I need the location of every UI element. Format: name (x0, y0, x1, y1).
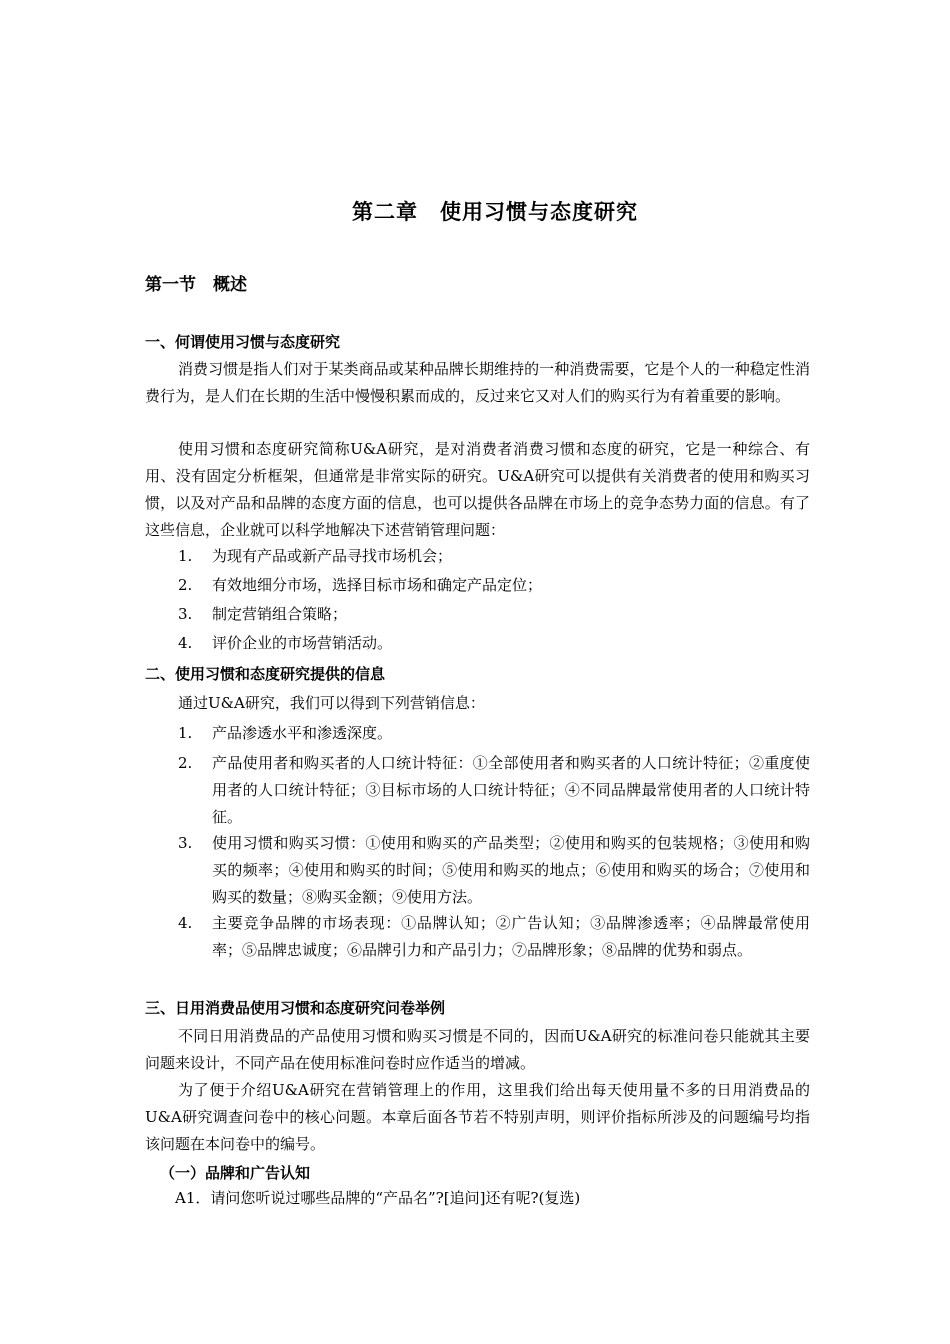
heading-ua-information: 二、使用习惯和态度研究提供的信息 (145, 665, 386, 683)
list-item (178, 543, 810, 570)
list-item (178, 910, 810, 964)
list-item-text: 评价企业的市场营销活动。 (212, 634, 393, 652)
list-item-text: 制定营销组合策略； (212, 605, 348, 623)
list-item (178, 830, 810, 911)
section-title: 第一节 概述 (145, 275, 247, 295)
list-item (178, 630, 810, 657)
list-item-number: 1. (178, 724, 193, 742)
list-item-text: 产品渗透水平和渗透深度。 (212, 724, 393, 742)
list-item (178, 750, 810, 831)
list-item-text: 为现有产品或新产品寻找市场机会； (212, 547, 453, 565)
list-item-text: 产品使用者和购买者的人口统计特征：①全部使用者和购买者的人口统计特征；②重度使用者的人口统计特征；③目标市场的人口统计特征；④不同品牌最常使用者的人口统计特征。 (212, 754, 810, 826)
list-item-number: 3. (178, 834, 193, 852)
list-item-number: 2. (178, 754, 193, 772)
paragraph-ua-intro: 通过U&A研究，我们可以得到下列营销信息： (178, 694, 485, 712)
chapter-title: 第二章 使用习惯与态度研究 (352, 200, 638, 224)
list-item-text: 使用习惯和购买习惯：①使用和购买的产品类型；②使用和购买的包装规格；③使用和购买的频率；④使用和购买的时间；⑤使用和购买的地点；⑥使用和购买的场合；⑦使用和购买的数量；⑧购买金额；⑨使用方法。 (212, 834, 810, 906)
heading-questionnaire-example: 三、日用消费品使用习惯和态度研究问卷举例 (145, 999, 446, 1017)
list-item-text: 主要竞争品牌的市场表现：①品牌认知；②广告认知；③品牌渗透率；④品牌最常使用率；⑤品牌忠诚度；⑥品牌引力和产品引力；⑦品牌形象；⑧品牌的优势和弱点。 (212, 914, 810, 959)
list-item-text: 有效地细分市场，选择目标市场和确定产品定位； (212, 576, 543, 594)
paragraph-core-questions: 为了便于介绍U&A研究在营销管理上的作用，这里我们给出每天使用量不多的日用消费品的U&A研究调查问卷中的核心问题。本章后面各节若不特别声明，则评价指标所涉及的问题编号均指该问题在本问卷中的编号。 (145, 1081, 810, 1153)
paragraph-consumption-habit: 消费习惯是指人们对于某类商品或某种品牌长期维持的一种消费需要，它是个人的一种稳定性消费行为，是人们在长期的生活中慢慢积累而成的，反过来它又对人们的购买行为有着重要的影响。 (145, 360, 810, 405)
list-item (178, 720, 810, 747)
question-a1: A1．请问您听说过哪些品牌的“产品名”?[追问]还有呢?(复选) (175, 1189, 581, 1207)
list-item-number: 1. (178, 547, 193, 565)
paragraph-ua-definition: 使用习惯和态度研究简称U&A研究，是对消费者消费习惯和态度的研究，它是一种综合、有用、没有固定分析框架，但通常是非常实际的研究。U&A研究可以提供有关消费者的使用和购买习惯，以及对产品和品牌的态度方面的信息，也可以提供各品牌在市场上的竞争态势力面的信息。有了这些信息，企业就可以科学地解决下述营销管理问题： (145, 440, 810, 539)
subheading-brand-ad-awareness: （一）品牌和广告认知 (160, 1164, 311, 1182)
list-item (178, 572, 810, 599)
paragraph-standard-questionnaire: 不同日用消费品的产品使用习惯和购买习惯是不同的，因而U&A研究的标准问卷只能就其主要问题来设计，不同产品在使用标准问卷时应作适当的增减。 (145, 1027, 810, 1072)
list-item (178, 601, 810, 628)
list-item-number: 2. (178, 576, 193, 594)
list-item-number: 3. (178, 605, 193, 623)
list-item-number: 4. (178, 634, 193, 652)
list-item-number: 4. (178, 914, 193, 932)
heading-what-is-ua: 一、何谓使用习惯与态度研究 (145, 333, 341, 351)
